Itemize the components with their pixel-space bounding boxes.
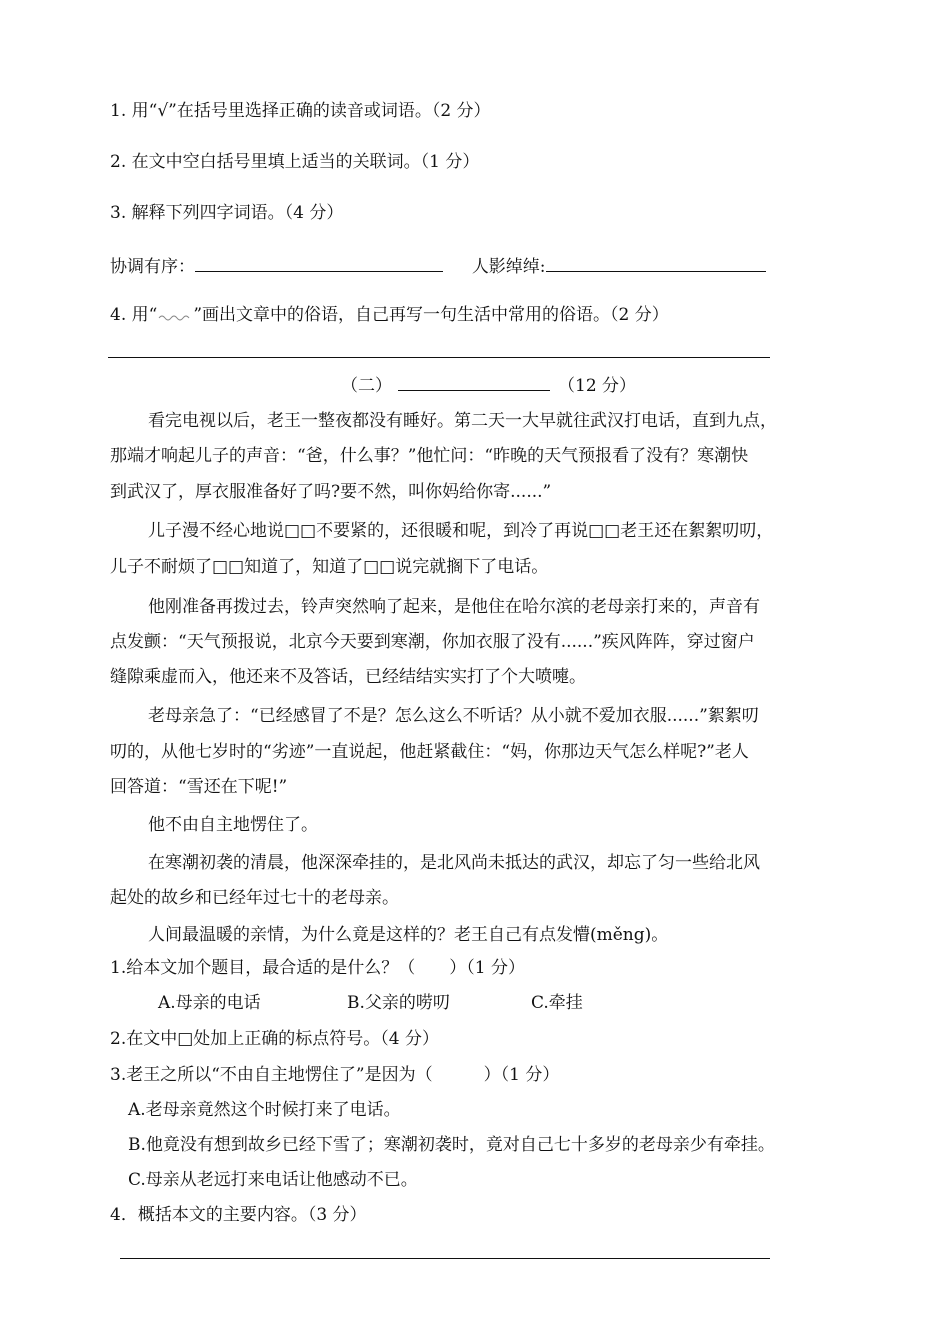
passage-line: 那端才响起儿子的声音：“爸，什么事？”他忙问：“昨晚的天气预报看了没有？寒潮快 [110, 446, 749, 466]
section-2-heading [341, 372, 636, 398]
passage-line: 看完电视以后，老王一整夜都没有睡好。第二天一大早就往武汉打电话，直到九点， [148, 411, 777, 431]
question-2: 2. 在文中空白括号里填上适当的关联词。（1 分） [110, 152, 480, 172]
s2-q1-option-b[interactable]: B.父亲的唠叨 [347, 993, 450, 1013]
s2-q3-option-c[interactable]: C.母亲从老远打来电话让他感动不已。 [128, 1170, 418, 1190]
s2-question-2: 2.在文中□处加上正确的标点符号。（4 分） [110, 1029, 440, 1049]
term-2-answer-line[interactable] [546, 253, 766, 272]
answer-line-summary[interactable] [120, 1258, 770, 1259]
passage-line: 儿子漫不经心地说□□不要紧的，还很暖和呢，到冷了再说□□老王还在絮絮叨叨， [148, 521, 774, 541]
answer-line-q4[interactable] [108, 357, 770, 358]
question-4 [110, 303, 669, 327]
s2-q1-option-c[interactable]: C.牵挂 [531, 993, 583, 1013]
passage-line: 到武汉了，厚衣服准备好了吗?要不然，叫你妈给你寄......” [110, 482, 552, 502]
passage-line: 儿子不耐烦了□□知道了，知道了□□说完就搁下了电话。 [110, 557, 549, 577]
passage-line: 他不由自主地愣住了。 [148, 815, 318, 835]
term-row [110, 253, 766, 279]
passage-line: 他刚准备再拨过去，铃声突然响了起来，是他住在哈尔滨的老母亲打来的，声音有 [148, 597, 760, 617]
title-blank-line[interactable] [398, 372, 550, 391]
s2-q1-option-a[interactable]: A.母亲的电话 [158, 993, 261, 1013]
s2-question-3: 3.老王之所以“不由自主地愣住了”是因为（ ）（1 分） [110, 1065, 560, 1085]
question-4-suffix: ”画出文章中的俗语，自己再写一句生活中常用的俗语。（2 分） [193, 305, 669, 325]
term-1-label: 协调有序： [110, 257, 195, 277]
wavy-underline-icon [157, 312, 193, 322]
s2-question-4: 4．概括本文的主要内容。（3 分） [110, 1205, 367, 1225]
passage-line: 起处的故乡和已经年过七十的老母亲。 [110, 888, 399, 908]
passage-line: 缝隙乘虚而入，他还来不及答话，已经结结实实打了个大喷嚏。 [110, 667, 586, 687]
passage-line: 在寒潮初袭的清晨，他深深牵挂的，是北风尚未抵达的武汉，却忘了匀一些给北风 [148, 853, 760, 873]
passage-line: 叨的，从他七岁时的“劣迹”一直说起，他赶紧截住：“妈，你那边天气怎么样呢?”老人 [110, 742, 749, 762]
question-4-prefix: 4. 用“ [110, 305, 158, 325]
passage-line: 点发颤：“天气预报说，北京今天要到寒潮，你加衣服了没有......”疾风阵阵，穿过窗户 [110, 632, 755, 652]
passage-line: 人间最温暖的亲情，为什么竟是这样的？老王自己有点发懵(měng)。 [148, 925, 669, 945]
section-2-score: （12 分） [558, 376, 637, 396]
passage-line: 老母亲急了：“已经感冒了不是？怎么这么不听话？从小就不爱加衣服......”絮絮叨 [148, 706, 759, 726]
term-1-answer-line[interactable] [195, 253, 443, 272]
term-2-label: 人影绰绰: [471, 257, 546, 277]
passage-line: 回答道：“雪还在下呢!” [110, 777, 288, 797]
s2-q3-option-b[interactable]: B.他竟没有想到故乡已经下雪了；寒潮初袭时，竟对自己七十多岁的老母亲少有牵挂。 [128, 1135, 775, 1155]
question-1: 1. 用“√”在括号里选择正确的读音或词语。（2 分） [110, 101, 491, 121]
s2-q3-option-a[interactable]: A.老母亲竟然这个时候打来了电话。 [128, 1100, 401, 1120]
question-3: 3. 解释下列四字词语。（4 分） [110, 203, 344, 223]
section-2-label: （二） [341, 376, 392, 396]
s2-question-1: 1.给本文加个题目，最合适的是什么？（ ）（1 分） [110, 958, 525, 978]
